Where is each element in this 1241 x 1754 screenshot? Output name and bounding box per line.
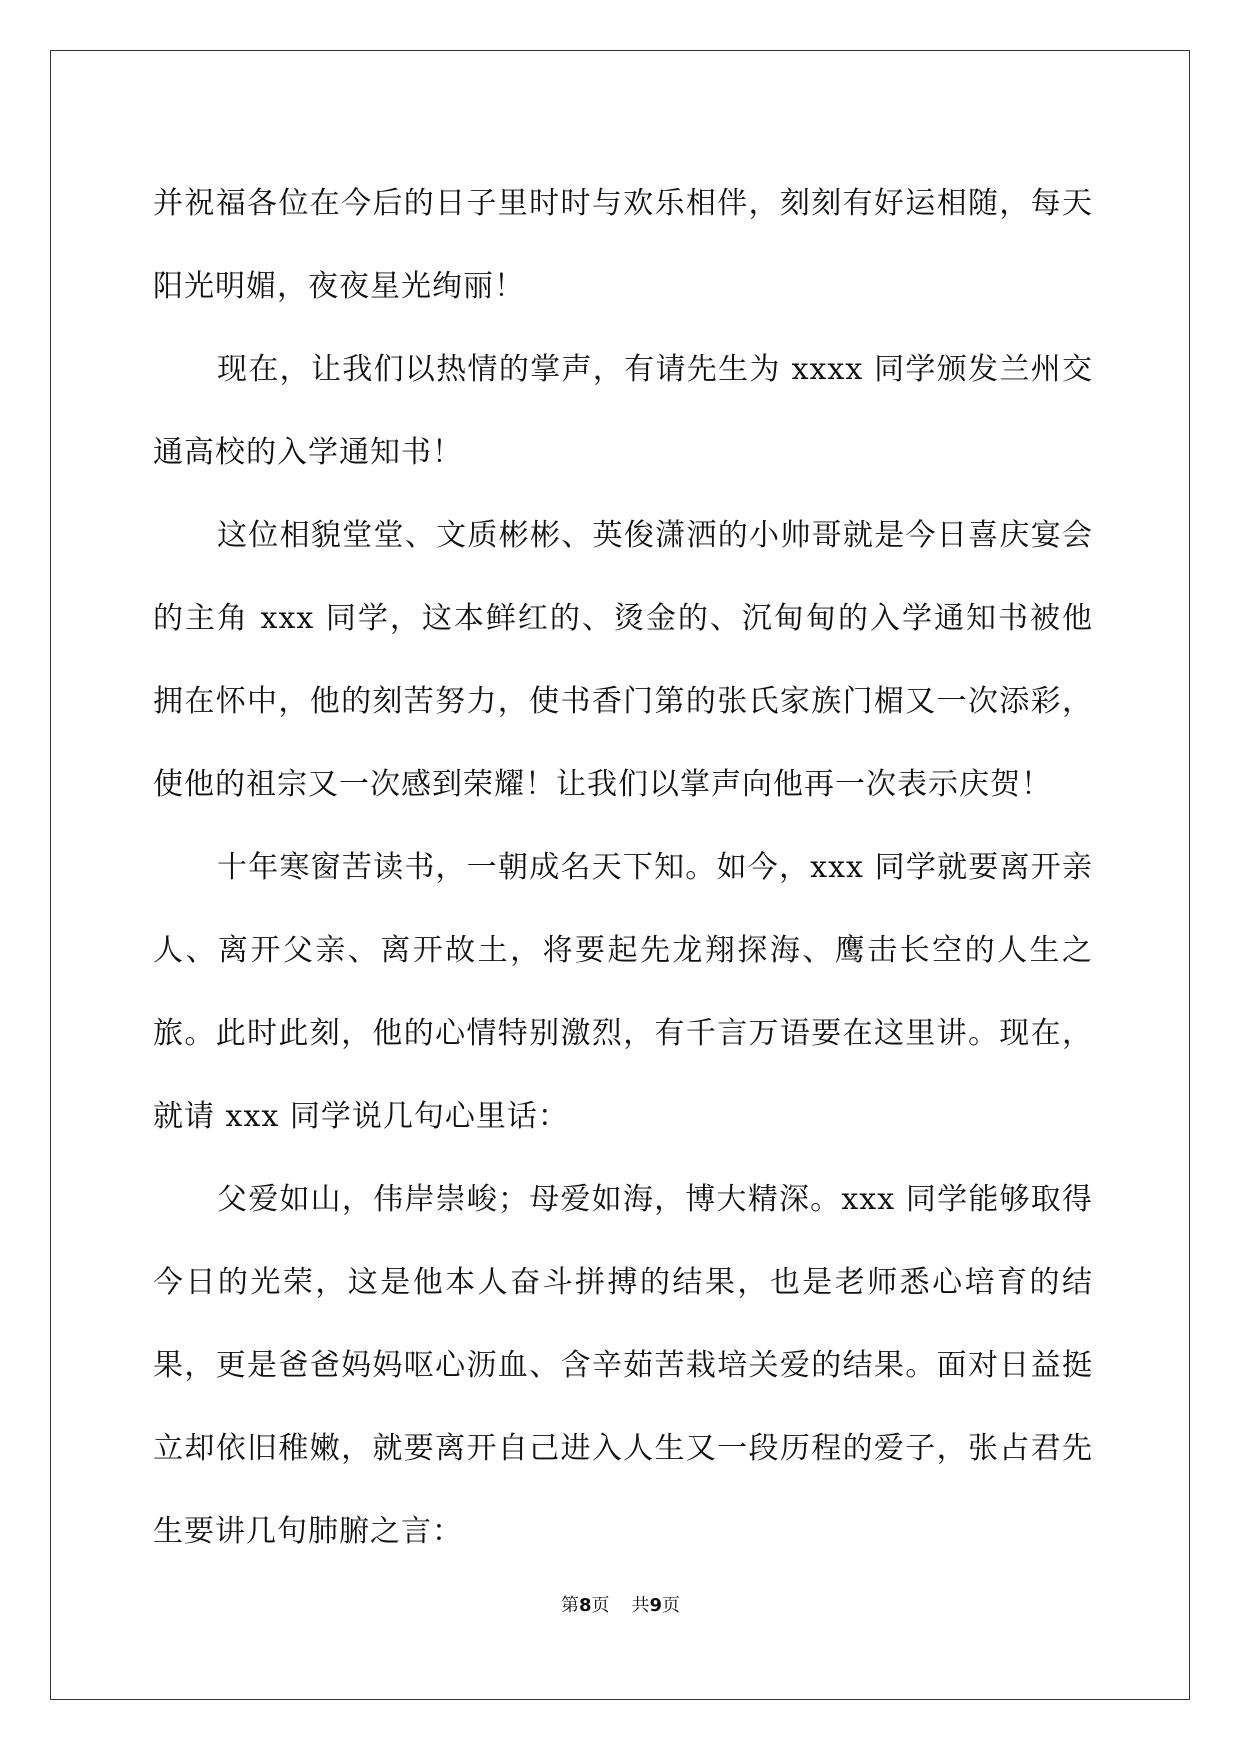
page-prefix: 第 — [560, 1595, 579, 1616]
page-current-number: 8 — [578, 1595, 592, 1616]
paragraph-1: 并祝福各位在今后的日子里时时与欢乐相伴，刻刻有好运相随，每天阳光明媚，夜夜星光绚丽！ — [153, 186, 1093, 304]
paragraph-5: 父爱如山，伟岸崇峻；母爱如海，博大精深。xxx 同学能够取得今日的光荣，这是他本人奋斗拼搏的结果，也是老师悉心培育的结果，更是爸爸妈妈呕心沥血、含辛茹苦栽培关爱的结果。面对日益挺立却依旧稚嫩，就要离开自己进入人生又一段历程的爱子，张占君先生要讲几句肺腑之言： — [153, 1182, 1093, 1549]
total-suffix: 页 — [662, 1595, 681, 1616]
paragraph-3: 这位相貌堂堂、文质彬彬、英俊潇洒的小帅哥就是今日喜庆宴会的主角 xxx 同学，这本鲜红的、烫金的、沉甸甸的入学通知书被他拥在怀中，他的刻苦努力，使书香门第的张氏家族门楣又一次添彩，使他的祖宗又一次感到荣耀！让我们以掌声向他再一次表示庆贺！ — [153, 518, 1093, 802]
page-suffix: 页 — [591, 1595, 610, 1616]
document-body — [153, 162, 1093, 1573]
paragraph-2: 现在，让我们以热情的掌声，有请先生为 xxxx 同学颁发兰州交通高校的入学通知书！ — [153, 352, 1093, 470]
page-footer — [0, 1594, 1241, 1618]
total-prefix: 共 — [631, 1595, 650, 1616]
paragraph-4: 十年寒窗苦读书，一朝成名天下知。如今，xxx 同学就要离开亲人、离开父亲、离开故土，将要起先龙翔探海、鹰击长空的人生之旅。此时此刻，他的心情特别激烈，有千言万语要在这里讲。现在，就请 xxx 同学说几句心里话： — [153, 850, 1093, 1134]
page-total-number: 9 — [649, 1595, 663, 1616]
